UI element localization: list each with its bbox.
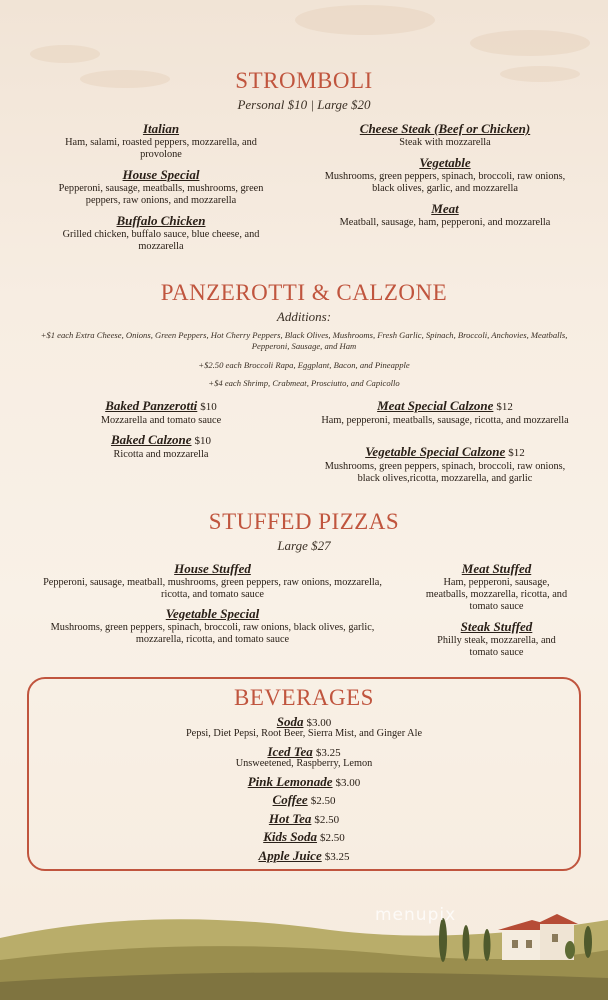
item-description: Pepperoni, sausage, meatball, mushrooms, green peppers, raw onions, mozzarella, ricotta, and tomato sauce bbox=[43, 577, 382, 600]
menu-item bbox=[30, 606, 395, 646]
item-price: $3.00 bbox=[335, 777, 361, 789]
item-price: $3.25 bbox=[315, 747, 341, 759]
item-description: Mozzarella and tomato sauce bbox=[100, 415, 222, 426]
item-name: Iced Tea bbox=[267, 744, 313, 759]
item-description: Philly steak, mozzarella, and tomato sauce bbox=[437, 635, 556, 658]
item-name: Hot Tea bbox=[268, 811, 312, 826]
beverage-item bbox=[0, 773, 608, 791]
beverages-title: BEVERAGES bbox=[234, 685, 374, 710]
cloud-decoration bbox=[470, 30, 590, 56]
item-description: Mushrooms, green peppers, spinach, broccoli, raw onions, black olives, garlic, mozzarella, ricotta, and tomato sauce bbox=[50, 622, 375, 645]
item-name: Meat Stuffed bbox=[461, 561, 532, 576]
panzerotti-title: PANZEROTTI & CALZONE bbox=[160, 280, 448, 305]
item-price: $2.50 bbox=[310, 795, 336, 807]
item-description: Steak with mozzarella bbox=[399, 137, 491, 148]
additions-line: +$4 each Shrimp, Crabmeat, Prosciutto, and Capicollo bbox=[208, 378, 400, 388]
stromboli-title: STROMBOLI bbox=[235, 68, 373, 93]
item-price: $12 bbox=[496, 401, 513, 413]
menu-item bbox=[45, 167, 277, 207]
additions-label: Additions: bbox=[276, 309, 332, 324]
beverage-item bbox=[0, 810, 608, 828]
menu-item bbox=[50, 431, 272, 461]
item-name: Kids Soda bbox=[263, 829, 318, 844]
cloud-decoration bbox=[295, 5, 435, 35]
item-name: Buffalo Chicken bbox=[116, 213, 206, 228]
item-name: Vegetable Special Calzone bbox=[365, 444, 506, 459]
item-description: Unsweetened, Raspberry, Lemon bbox=[235, 758, 373, 769]
menu-item bbox=[320, 155, 570, 195]
additions-line: +$2.50 each Broccoli Rapa, Eggplant, Bacon, and Pineapple bbox=[198, 360, 410, 370]
item-name: Italian bbox=[142, 121, 180, 136]
item-description: Pepperoni, sausage, meatballs, mushrooms, green peppers, raw onions, and mozzarella bbox=[58, 183, 264, 206]
item-description: Meatball, sausage, ham, pepperoni, and mozzarella bbox=[339, 217, 551, 228]
item-description: Ham, pepperoni, meatballs, sausage, ricotta, and mozzarella bbox=[321, 415, 569, 426]
beverage-item bbox=[0, 847, 608, 865]
item-name: Vegetable Special bbox=[165, 606, 260, 621]
menu-item bbox=[45, 121, 277, 161]
item-price: $2.50 bbox=[320, 832, 345, 844]
item-name: Pink Lemonade bbox=[247, 774, 333, 789]
menu-item bbox=[424, 619, 569, 659]
beverage-item bbox=[0, 828, 608, 846]
item-name: Cheese Steak (Beef or Chicken) bbox=[359, 121, 531, 136]
stuffed-prices: Large $27 bbox=[277, 538, 331, 553]
menu-item bbox=[320, 121, 570, 149]
item-name: House Stuffed bbox=[174, 561, 251, 576]
stuffed-title: STUFFED PIZZAS bbox=[208, 509, 400, 534]
item-description: Ricotta and mozzarella bbox=[113, 449, 209, 460]
cloud-decoration bbox=[30, 45, 100, 63]
item-name: Apple Juice bbox=[258, 848, 322, 863]
menu-item bbox=[320, 443, 570, 485]
menu-item bbox=[424, 561, 569, 613]
item-name: Steak Stuffed bbox=[460, 619, 533, 634]
item-name: Meat bbox=[431, 201, 459, 216]
menu-item bbox=[320, 397, 570, 427]
item-description: Mushrooms, green peppers, spinach, broccoli, raw onions, black olives, garlic, and mozzarella bbox=[324, 171, 566, 194]
item-name: House Special bbox=[122, 167, 200, 182]
menu-item bbox=[40, 561, 385, 601]
item-price: $10 bbox=[194, 435, 212, 447]
landscape-illustration bbox=[0, 900, 608, 1000]
item-name: Baked Panzerotti bbox=[105, 398, 198, 413]
stromboli-prices: Personal $10 | Large $20 bbox=[237, 97, 371, 112]
item-name: Meat Special Calzone bbox=[377, 398, 494, 413]
item-name: Vegetable bbox=[419, 155, 471, 170]
beverage-item bbox=[0, 791, 608, 809]
item-name: Soda bbox=[276, 714, 304, 729]
additions-line: +$1 each Extra Cheese, Onions, Green Peppers, Hot Cherry Peppers, Black Olives, Mushrooms, Fresh Garlic, Spinach, Broccoli, Anchovies, Meatballs, Pepperoni, Sausage, and Ham bbox=[40, 330, 568, 351]
item-name: Baked Calzone bbox=[110, 432, 192, 447]
item-price: $12 bbox=[508, 447, 525, 459]
item-description: Mushrooms, green peppers, spinach, broccoli, raw onions, black olives,ricotta, mozzarella, and garlic bbox=[324, 461, 566, 484]
watermark-text: menupix bbox=[375, 905, 457, 925]
item-description: Ham, salami, roasted peppers, mozzarella, and provolone bbox=[65, 137, 257, 160]
menu-item bbox=[320, 201, 570, 229]
item-name: Coffee bbox=[272, 792, 308, 807]
item-description: Pepsi, Diet Pepsi, Root Beer, Sierra Mist, and Ginger Ale bbox=[185, 728, 423, 739]
item-description: Ham, pepperoni, sausage, meatballs, mozzarella, ricotta, and tomato sauce bbox=[425, 577, 568, 612]
item-price: $2.50 bbox=[314, 814, 340, 826]
item-price: $10 bbox=[200, 401, 217, 413]
item-description: Grilled chicken, buffalo sauce, blue cheese, and mozzarella bbox=[62, 229, 260, 252]
menu-item bbox=[45, 213, 277, 253]
item-price: $3.25 bbox=[324, 851, 350, 863]
item-price: $3.00 bbox=[306, 717, 332, 729]
menu-item bbox=[50, 397, 272, 427]
